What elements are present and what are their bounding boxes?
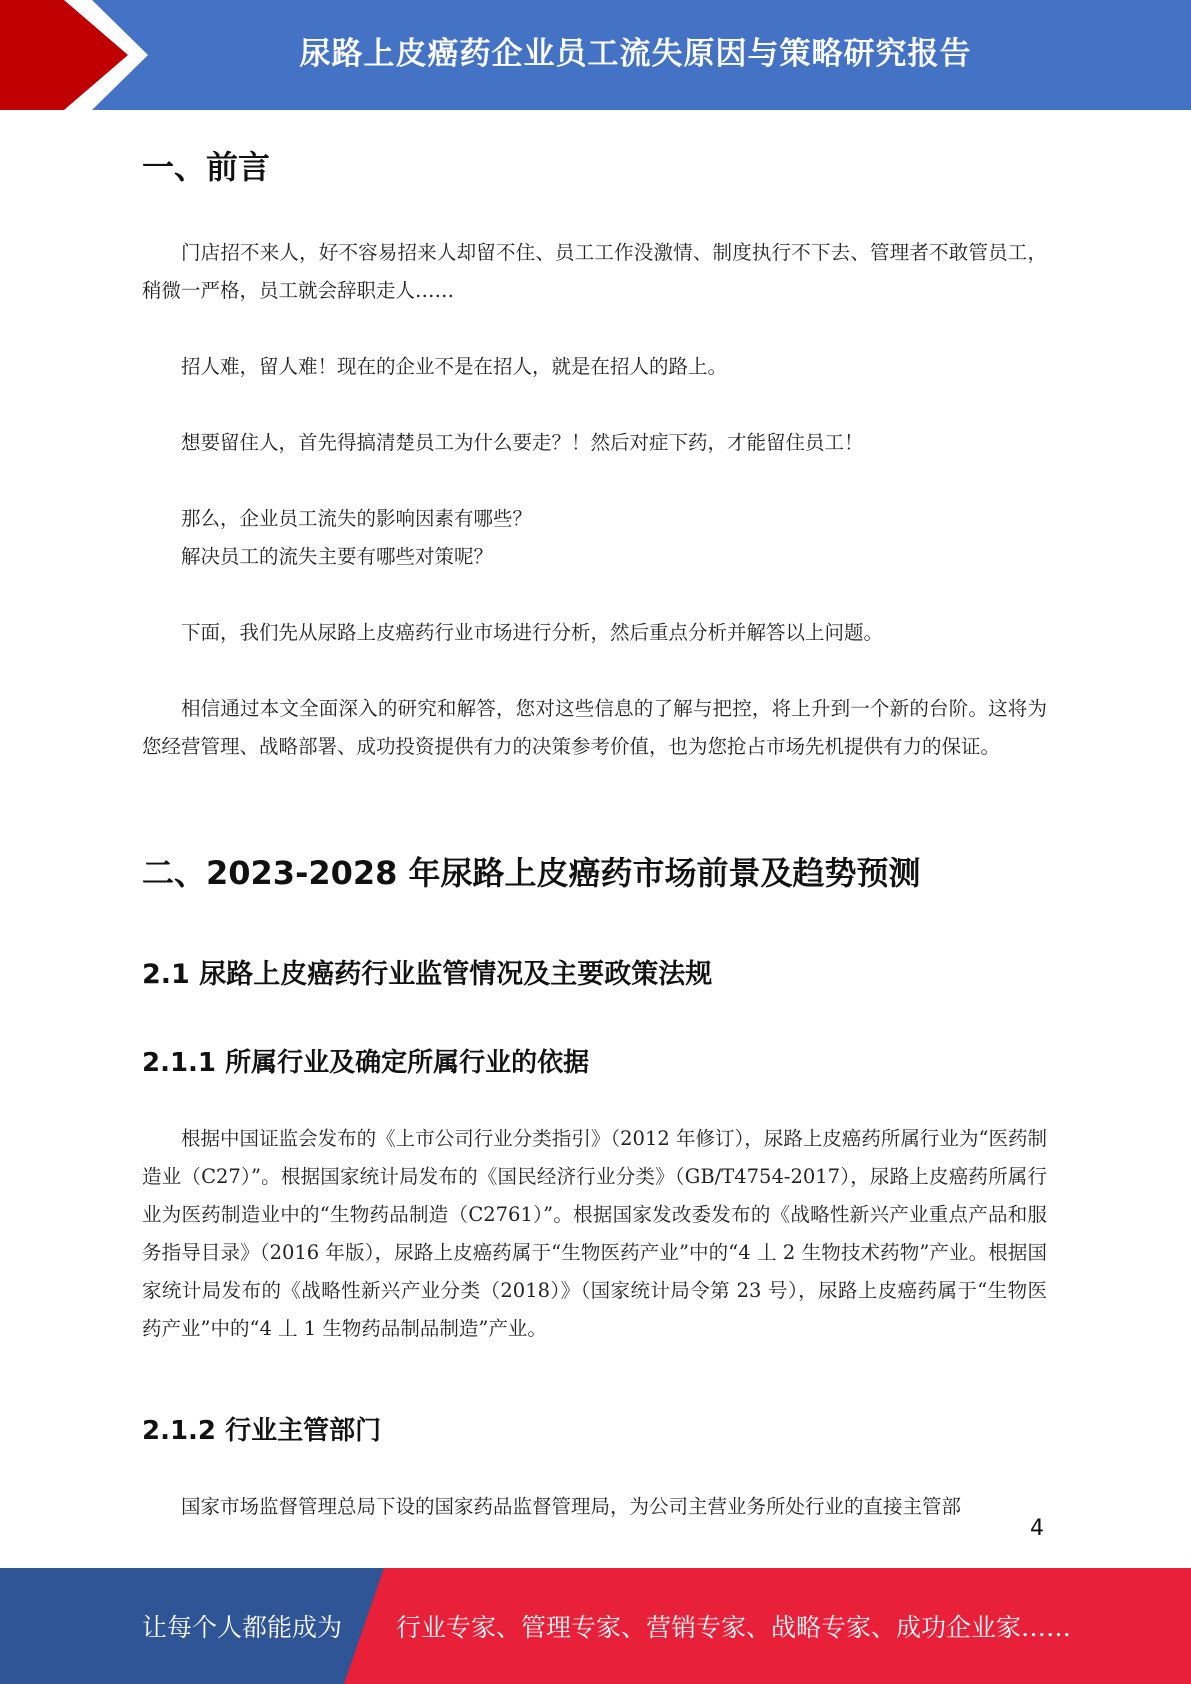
paragraph: 那么，企业员工流失的影响因素有哪些？ <box>181 507 533 530</box>
subsection-title-2-1: 2.1 尿路上皮癌药行业监管情况及主要政策法规 <box>142 959 713 990</box>
paragraph: 想要留住人，首先得搞清楚员工为什么要走？！然后对症下药，才能留住员工！ <box>181 431 864 454</box>
section-title-preface: 一、前言 <box>142 148 271 186</box>
paragraph: 根据中国证监会发布的《上市公司行业分类指引》（2012 年修订），尿路上皮癌药所属行业为“医药制造业（C27）”。根据国家统计局发布的《国民经济行业分类》（GB/T4754-2017），尿路上皮癌药所属行业为医药制造业中的“生物药品制造（C2761）”。根据国家发改委发布的《战略性新兴产业重点产品和服务指导目录》（2016 年版），尿路上皮癌药属于“生物医药产业”中的“4 丄 2 生物技术药物”产业。根据国家统计局发布的《战略性新兴产业分类（2018）》（国家统计局令第 23 号），尿路上皮癌药属于“生物医药产业”中的“4 丄 1 生物药品制品制造”产业。 <box>142 1127 1047 1340</box>
section-title-market: 二、2023-2028 年尿路上皮癌药市场前景及趋势预测 <box>142 854 921 892</box>
subsection-title-2-1-1: 2.1.1 所属行业及确定所属行业的依据 <box>142 1048 590 1078</box>
subsection-title-2-1-2: 2.1.2 行业主管部门 <box>142 1416 382 1446</box>
page-footer <box>0 1568 1191 1684</box>
page-number: 4 <box>1030 1516 1044 1541</box>
paragraph: 招人难，留人难！现在的企业不是在招人，就是在招人的路上。 <box>181 355 728 378</box>
paragraph: 国家市场监督管理总局下设的国家药品监督管理局，为公司主营业务所处行业的直接主管部 <box>181 1495 962 1518</box>
paragraph: 门店招不来人，好不容易招来人却留不住、员工工作没激情、制度执行不下去、管理者不敢管员工，稍微一严格，员工就会辞职走人…… <box>142 241 1047 302</box>
paragraph: 解决员工的流失主要有哪些对策呢？ <box>181 545 494 568</box>
paragraph: 相信通过本文全面深入的研究和解答，您对这些信息的了解与把控，将上升到一个新的台阶。这将为您经营管理、战略部署、成功投资提供有力的决策参考价值，也为您抢占市场先机提供有力的保证。 <box>142 697 1047 758</box>
footer-slogan-right: 行业专家、管理专家、营销专家、战略专家、成功企业家…… <box>396 1613 1072 1642</box>
paragraph: 下面，我们先从尿路上皮癌药行业市场进行分析，然后重点分析并解答以上问题。 <box>181 621 884 644</box>
header-title: 尿路上皮癌药企业员工流失原因与策略研究报告 <box>299 35 972 72</box>
page-header <box>0 0 1191 110</box>
footer-slogan-left: 让每个人都能成为 <box>142 1613 343 1642</box>
